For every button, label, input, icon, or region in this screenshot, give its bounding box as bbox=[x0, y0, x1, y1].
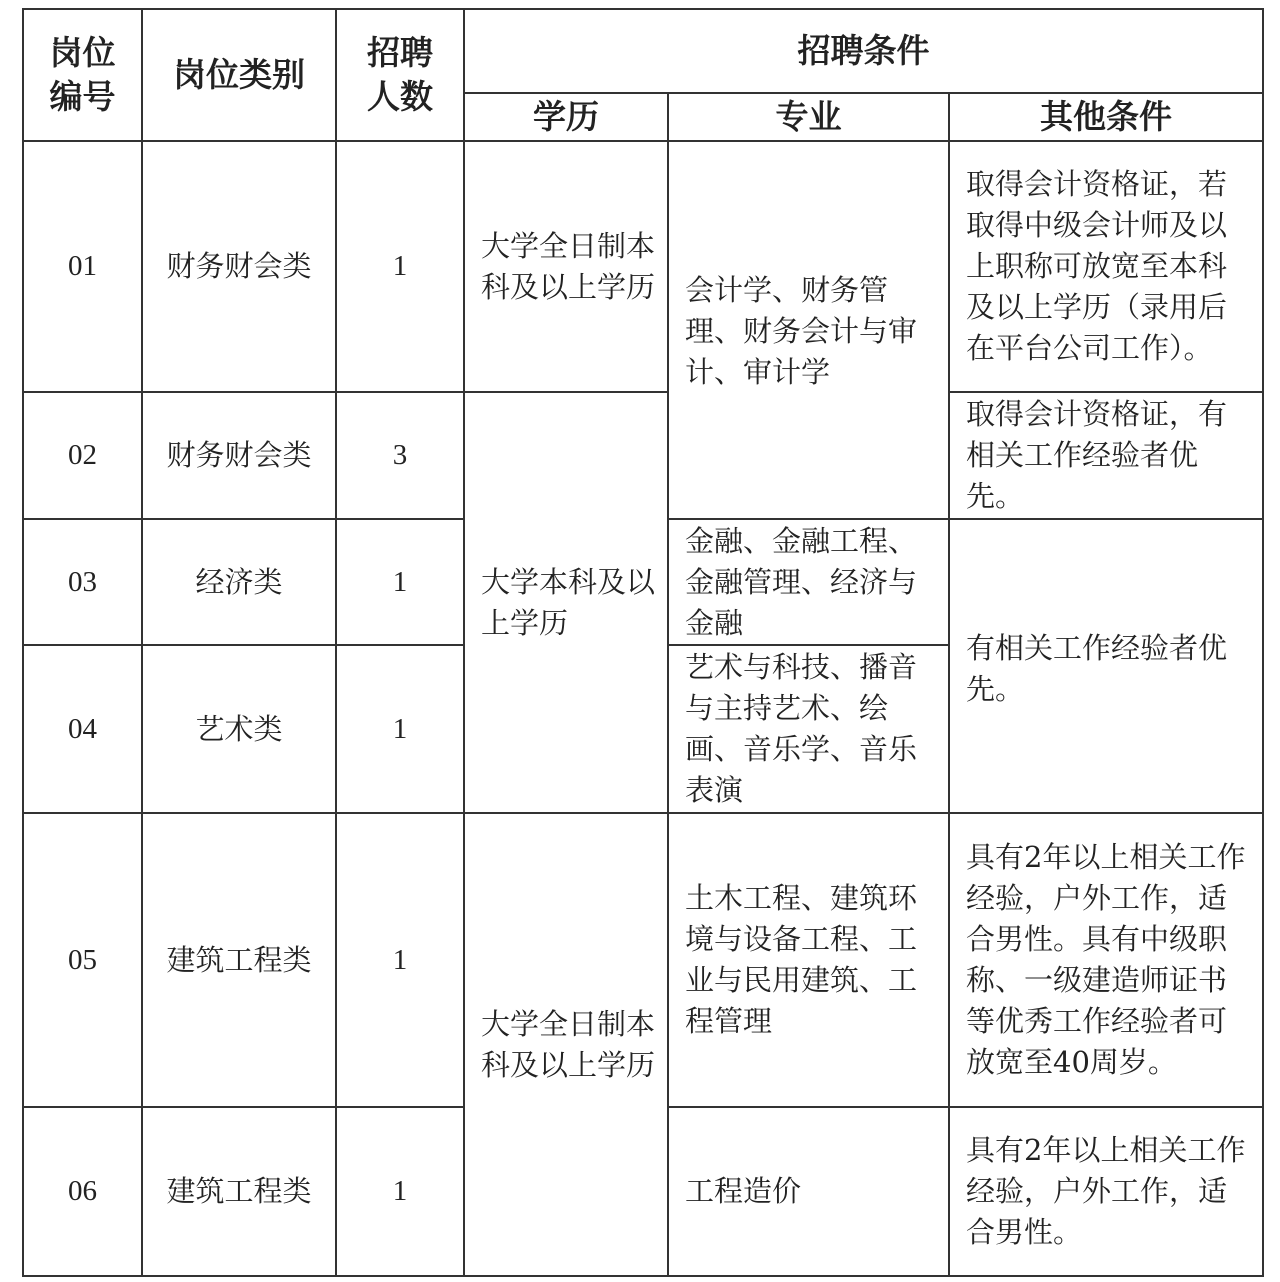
header-education: 学历 bbox=[464, 93, 668, 141]
table-row bbox=[23, 141, 1263, 392]
post-category: 经济类 bbox=[142, 519, 336, 645]
header-post-no: 岗位编号 bbox=[23, 9, 142, 141]
other-cell: 具有2年以上相关工作经验，户外工作，适合男性。 bbox=[949, 1107, 1263, 1276]
other-cell: 具有2年以上相关工作经验，户外工作，适合男性。具有中级职称、一级建造师证书等优秀工作经验者可放宽至40周岁。 bbox=[949, 813, 1263, 1107]
post-category: 艺术类 bbox=[142, 645, 336, 813]
table-row bbox=[23, 392, 1263, 519]
major-cell: 艺术与科技、播音与主持艺术、绘画、音乐学、音乐表演 bbox=[668, 645, 949, 813]
other-cell: 取得会计资格证，若取得中级会计师及以上职称可放宽至本科及以上学历（录用后在平台公司工作）。 bbox=[949, 141, 1263, 392]
education-cell: 大学本科及以上学历 bbox=[464, 392, 668, 813]
hire-count: 1 bbox=[336, 1107, 464, 1276]
major-cell: 土木工程、建筑环境与设备工程、工业与民用建筑、工程管理 bbox=[668, 813, 949, 1107]
table-row bbox=[23, 813, 1263, 1107]
hire-count: 1 bbox=[336, 519, 464, 645]
other-cell: 取得会计资格证，有相关工作经验者优先。 bbox=[949, 392, 1263, 519]
major-cell: 工程造价 bbox=[668, 1107, 949, 1276]
hire-count: 1 bbox=[336, 141, 464, 392]
post-category: 财务财会类 bbox=[142, 141, 336, 392]
recruitment-table-container bbox=[22, 8, 1264, 1277]
post-category: 建筑工程类 bbox=[142, 813, 336, 1107]
hire-count: 3 bbox=[336, 392, 464, 519]
post-id: 02 bbox=[23, 392, 142, 519]
header-hire-count: 招聘人数 bbox=[336, 9, 464, 141]
major-cell: 金融、金融工程、金融管理、经济与金融 bbox=[668, 519, 949, 645]
post-category: 建筑工程类 bbox=[142, 1107, 336, 1276]
education-cell: 大学全日制本科及以上学历 bbox=[464, 141, 668, 392]
header-major: 专业 bbox=[668, 93, 949, 141]
post-id: 06 bbox=[23, 1107, 142, 1276]
major-cell: 会计学、财务管理、财务会计与审计、审计学 bbox=[668, 141, 949, 519]
post-id: 01 bbox=[23, 141, 142, 392]
header-row-1 bbox=[23, 9, 1263, 93]
header-post-category: 岗位类别 bbox=[142, 9, 336, 141]
header-other: 其他条件 bbox=[949, 93, 1263, 141]
header-conditions: 招聘条件 bbox=[464, 9, 1263, 93]
post-id: 03 bbox=[23, 519, 142, 645]
post-category: 财务财会类 bbox=[142, 392, 336, 519]
hire-count: 1 bbox=[336, 645, 464, 813]
recruitment-table bbox=[22, 8, 1264, 1277]
post-id: 04 bbox=[23, 645, 142, 813]
post-id: 05 bbox=[23, 813, 142, 1107]
hire-count: 1 bbox=[336, 813, 464, 1107]
education-cell: 大学全日制本科及以上学历 bbox=[464, 813, 668, 1276]
other-cell: 有相关工作经验者优先。 bbox=[949, 519, 1263, 813]
